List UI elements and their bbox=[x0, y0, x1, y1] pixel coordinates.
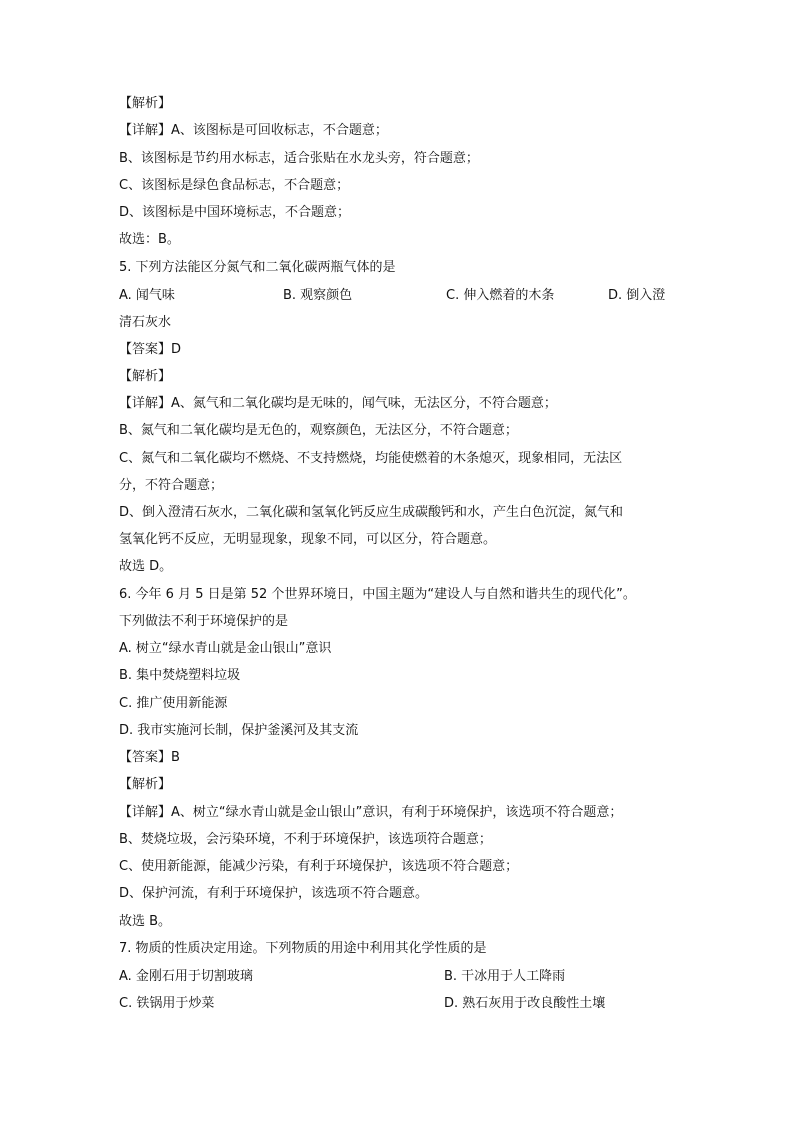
answer-choice: 故选 D。 bbox=[119, 559, 173, 574]
option-d: D. 我市实施河长制，保护釜溪河及其支流 bbox=[119, 723, 359, 738]
option-b: B. 干冰用于人工降雨 bbox=[444, 969, 566, 984]
analysis-label: 【解析】 bbox=[119, 96, 172, 111]
detail-line: D、保护河流，有利于环境保护，该选项不符合题意。 bbox=[119, 886, 429, 901]
detail-line: 【详解】A、树立“绿水青山就是金山银山”意识，有利于环境保护，该选项不符合题意； bbox=[119, 805, 623, 820]
answer-label: 【答案】D bbox=[119, 342, 182, 357]
detail-line: 【详解】A、该图标是可回收标志，不合题意； bbox=[119, 123, 388, 138]
detail-line: D、倒入澄清石灰水，二氧化碳和氢氧化钙反应生成碳酸钙和水，产生白色沉淀，氮气和 bbox=[119, 505, 624, 520]
answer-label: 【答案】B bbox=[119, 750, 180, 765]
detail-line: C、使用新能源，能减少污染，有利于环境保护，该选项不符合题意； bbox=[119, 859, 519, 874]
detail-line: 分，不符合题意； bbox=[119, 478, 224, 493]
option-d: D. 熟石灰用于改良酸性土壤 bbox=[444, 996, 606, 1011]
detail-line: 【详解】A、氮气和二氧化碳均是无味的，闻气味，无法区分，不符合题意； bbox=[119, 396, 557, 411]
detail-line: 氢氧化钙不反应，无明显现象，现象不同，可以区分，符合题意。 bbox=[119, 532, 497, 547]
option-d: D. 倒入澄 bbox=[608, 288, 666, 303]
detail-line: D、该图标是中国环境标志，不合题意； bbox=[119, 205, 351, 220]
question-stem: 5. 下列方法能区分氮气和二氧化碳两瓶气体的是 bbox=[119, 260, 396, 275]
analysis-label: 【解析】 bbox=[119, 369, 172, 384]
detail-line: B、焚烧垃圾，会污染环境，不利于环境保护，该选项符合题意； bbox=[119, 832, 492, 847]
option-b: B. 观察颜色 bbox=[283, 288, 353, 303]
option-a: A. 闻气味 bbox=[119, 288, 175, 303]
option-b: B. 集中焚烧塑料垃圾 bbox=[119, 668, 241, 683]
detail-line: B、该图标是节约用水标志，适合张贴在水龙头旁，符合题意； bbox=[119, 151, 479, 166]
detail-line: B、氮气和二氧化碳均是无色的，观察颜色，无法区分，不符合题意； bbox=[119, 423, 518, 438]
answer-choice: 故选 B。 bbox=[119, 914, 172, 929]
option-c: C. 铁锅用于炒菜 bbox=[119, 996, 215, 1011]
question-stem: 下列做法不利于环境保护的是 bbox=[119, 614, 289, 629]
option-a: A. 金刚石用于切割玻璃 bbox=[119, 969, 253, 984]
option-c: C. 推广使用新能源 bbox=[119, 696, 228, 711]
analysis-label: 【解析】 bbox=[119, 777, 172, 792]
detail-line: C、该图标是绿色食品标志，不合题意； bbox=[119, 178, 350, 193]
detail-line: C、氮气和二氧化碳均不燃烧、不支持燃烧，均能使燃着的木条熄灭，现象相同，无法区 bbox=[119, 451, 623, 466]
option-c: C. 伸入燃着的木条 bbox=[446, 288, 555, 303]
question-stem: 7. 物质的性质决定用途。下列物质的用途中利用其化学性质的是 bbox=[119, 941, 487, 956]
option-continuation: 清石灰水 bbox=[119, 315, 172, 330]
option-a: A. 树立“绿水青山就是金山银山”意识 bbox=[119, 641, 332, 656]
answer-choice: 故选：B。 bbox=[119, 232, 180, 247]
question-stem: 6. 今年 6 月 5 日是第 52 个世界环境日，中国主题为“建设人与自然和谐共生的现代化”。 bbox=[119, 587, 636, 602]
